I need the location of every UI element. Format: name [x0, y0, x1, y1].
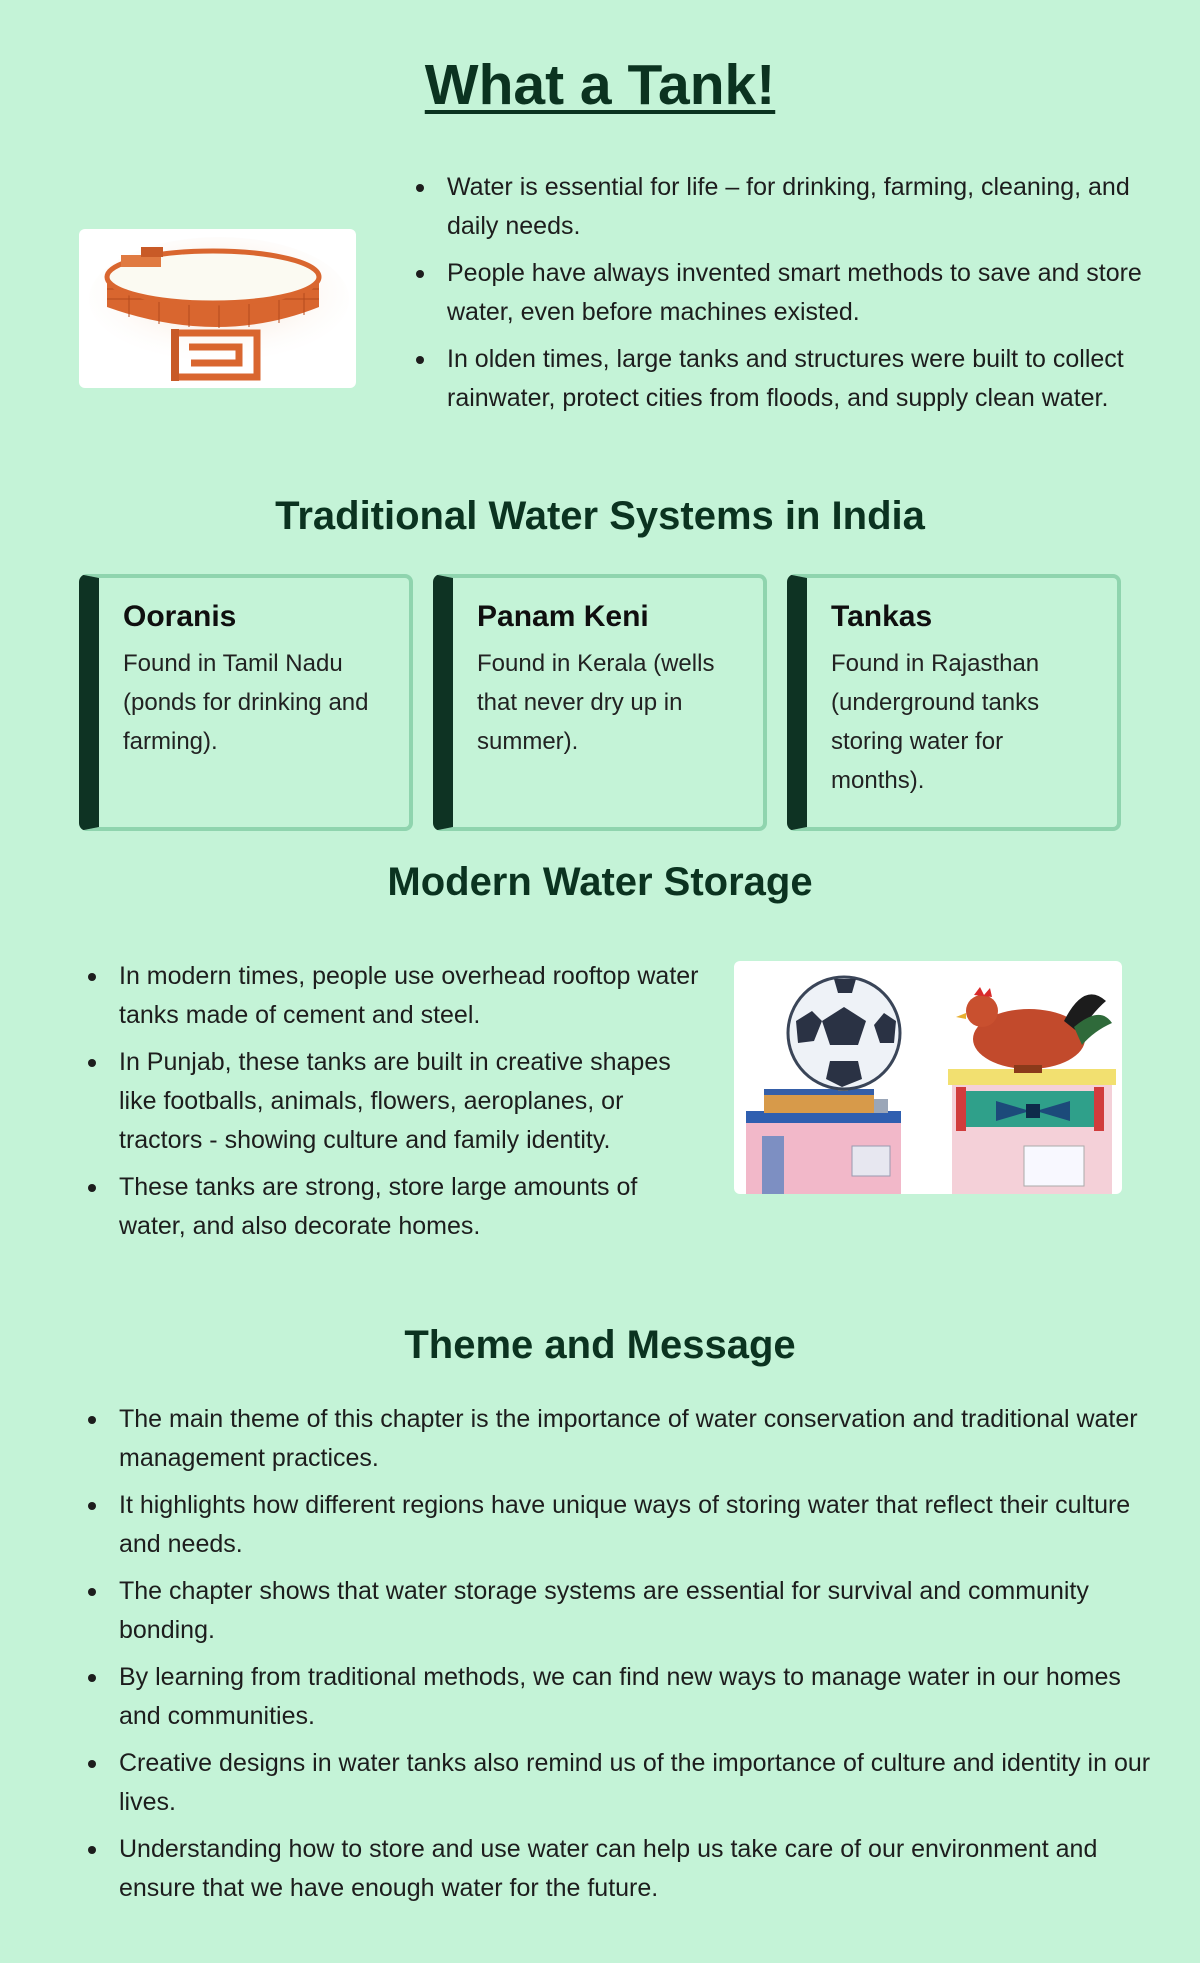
modern-bullet-2: In Punjab, these tanks are built in creative shapes like footballs, animals, flowers, aeroplanes, or tractors - showing culture and family identity. [119, 1043, 709, 1160]
theme-bullet-6: Understanding how to store and use water can help us take care of our environment and ensure that we have enough water for the future. [119, 1830, 1159, 1908]
card-ooranis [79, 574, 413, 831]
traditional-heading: Traditional Water Systems in India [275, 494, 925, 538]
theme-bullet-list [83, 1400, 1159, 1916]
theme-bullet-3: The chapter shows that water storage systems are essential for survival and community bonding. [119, 1572, 1159, 1650]
modern-bullet-3: These tanks are strong, store large amounts of water, and also decorate homes. [119, 1168, 709, 1246]
theme-bullet-1: The main theme of this chapter is the importance of water conservation and traditional water management practices. [119, 1400, 1159, 1478]
modern-bullet-list [83, 957, 709, 1254]
page-title-text: What a Tank! [424, 53, 776, 117]
card-text-ooranis: Found in Tamil Nadu (ponds for drinking and farming). [123, 650, 369, 755]
intro-bullet-list [411, 168, 1167, 426]
intro-bullet-3: In olden times, large tanks and structures were built to collect rainwater, protect cities from floods, and supply clean water. [447, 340, 1167, 418]
ancient-tank-image [79, 229, 356, 388]
modern-bullet-1: In modern times, people use overhead rooftop water tanks made of cement and steel. [119, 957, 709, 1035]
card-panam-keni [433, 574, 767, 831]
page-title [0, 52, 1200, 118]
card-title-ooranis: Ooranis [123, 600, 237, 633]
card-text-tankas: Found in Rajasthan (underground tanks storing water for months). [831, 650, 1040, 794]
card-text-panam-keni: Found in Kerala (wells that never dry up in summer). [477, 650, 715, 755]
rooftop-tanks-illustration [734, 961, 1122, 1194]
card-tankas [787, 574, 1121, 831]
theme-bullet-4: By learning from traditional methods, we can find new ways to manage water in our homes and communities. [119, 1658, 1159, 1736]
intro-bullet-2: People have always invented smart methods to save and store water, even before machines existed. [447, 254, 1167, 332]
modern-heading: Modern Water Storage [387, 860, 813, 904]
theme-bullet-2: It highlights how different regions have unique ways of storing water that reflect their culture and needs. [119, 1486, 1159, 1564]
theme-heading: Theme and Message [404, 1323, 796, 1367]
intro-bullet-1: Water is essential for life – for drinking, farming, cleaning, and daily needs. [447, 168, 1167, 246]
card-title-panam-keni: Panam Keni [477, 600, 649, 633]
card-title-tankas: Tankas [831, 600, 933, 633]
ancient-tank-illustration [79, 229, 356, 388]
theme-bullet-5: Creative designs in water tanks also remind us of the importance of culture and identity in our lives. [119, 1744, 1159, 1822]
rooftop-tanks-image [734, 961, 1122, 1194]
